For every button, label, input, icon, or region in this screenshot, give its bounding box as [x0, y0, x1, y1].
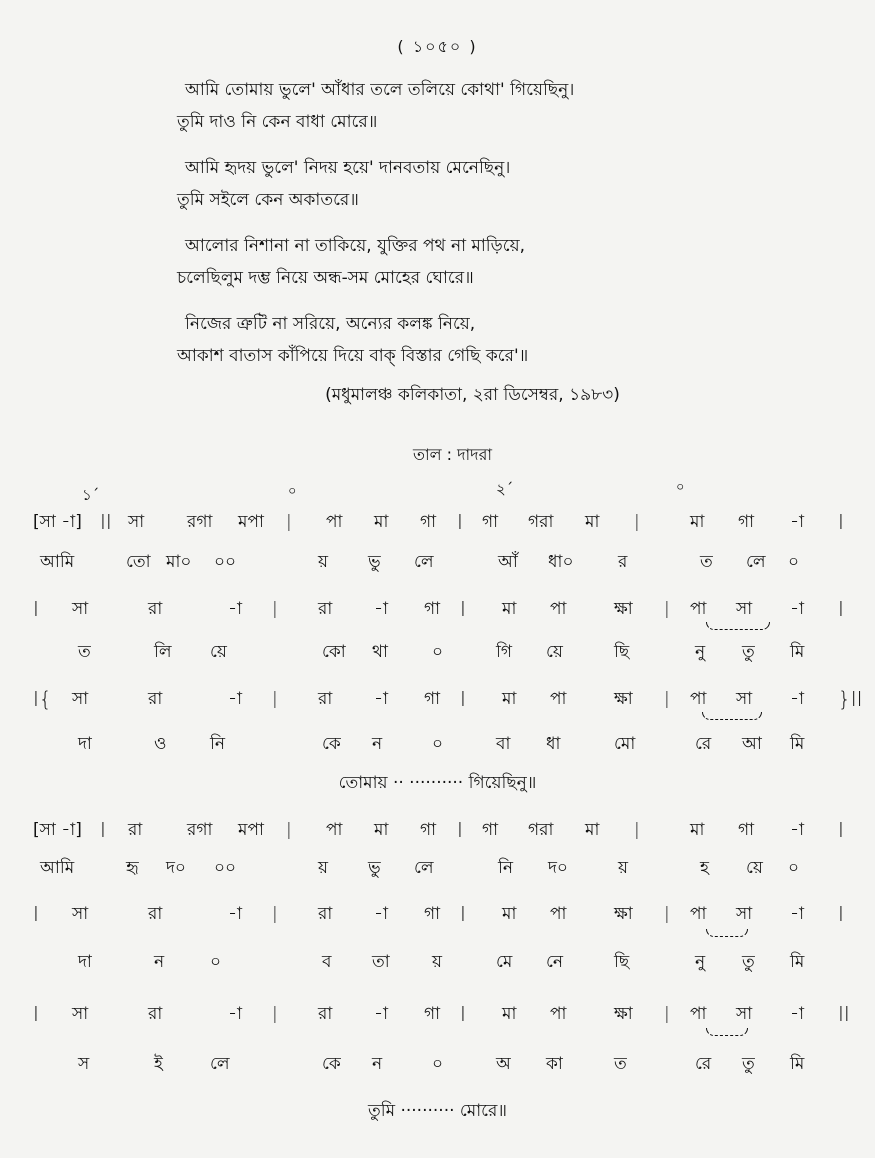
lyric-syllable: ন [154, 952, 165, 972]
lyric-syllable: স [78, 1054, 90, 1074]
swara-note: পা [690, 599, 707, 619]
swara-note: ক্ষা [614, 599, 633, 619]
bar-line: I [457, 818, 463, 842]
lyric-syllable: ত [78, 642, 91, 662]
lyric-syllable: কো [322, 642, 346, 662]
lyric-syllable: আমি [40, 858, 75, 878]
lyric-syllable: আঁ [498, 552, 518, 572]
slur-mark [706, 1028, 748, 1036]
lyric-syllable: দা [78, 952, 92, 972]
swara-note: মা [374, 512, 389, 532]
lyric-syllable-row [0, 1049, 875, 1079]
swara-note: -া [790, 599, 804, 619]
swara-note: মা [585, 820, 600, 840]
bar-line: | [664, 1004, 670, 1024]
lyric-syllable: ন [372, 1054, 383, 1074]
lyric-syllable: থা [372, 642, 388, 662]
bar-line: I [457, 510, 463, 534]
lyric-syllable: মি [790, 952, 805, 972]
bar-line: I [460, 687, 466, 711]
refrain-line: তোমায় ·· ·········· গিয়েছিনু॥ [338, 773, 537, 793]
lyric-syllable-row [0, 637, 875, 667]
lyric-syllable: লে [414, 858, 434, 878]
lyric-syllable: য় [318, 858, 329, 878]
lyric-syllable: র [618, 552, 628, 572]
swara-note: রা [318, 689, 333, 709]
bar-line: I [100, 818, 106, 842]
swara-note: সা [736, 1004, 753, 1024]
bar-line: | [272, 599, 278, 619]
swara-note: ক্ষা [614, 1004, 633, 1024]
lyric-syllable: কে [322, 1054, 341, 1074]
bar-line: I [838, 902, 844, 926]
swara-note: গা [420, 820, 437, 840]
swara-note: গা [424, 599, 441, 619]
swara-note: রা [148, 689, 163, 709]
lyric-syllable: আ [742, 734, 762, 754]
swara-note: গা [424, 1004, 441, 1024]
lyric-syllable: মা০ [166, 552, 192, 572]
lyric-syllable: ছি [614, 642, 630, 662]
lyric-syllable: নু [695, 642, 706, 662]
lyric-syllable: ০ [788, 552, 800, 572]
swara-row [0, 815, 875, 845]
swara-note: -া [374, 599, 388, 619]
beat-mark: ০ [288, 484, 297, 499]
lyric-line: নিজের ত্রুটি না সরিয়ে, অন্যের কলঙ্ক নিয়ে, [185, 314, 476, 334]
swara-row [0, 899, 875, 929]
swara-note: মা [502, 689, 517, 709]
swara-note: মা [502, 1004, 517, 1024]
swara-note: সা [72, 689, 89, 709]
lyric-syllable: ০০ [214, 858, 237, 878]
bar-line: | [272, 689, 278, 709]
stanza [0, 308, 875, 372]
lyric-syllable: মো [614, 734, 636, 754]
swara-note: -া [790, 512, 804, 532]
lyric-syllable-row [0, 547, 875, 577]
swara-note: -া [790, 904, 804, 924]
swara-note: পা [550, 904, 567, 924]
bar-line: II [100, 510, 112, 534]
lyric-syllable: লে [210, 1054, 230, 1074]
swara-note: গা [738, 512, 755, 532]
bar-line: | [664, 689, 670, 709]
lyric-syllable: ই [154, 1054, 163, 1074]
lyric-syllable-row [0, 947, 875, 977]
bar-line: I [460, 1002, 466, 1026]
lyric-syllable: নি [210, 734, 226, 754]
lyric-syllable: তো [126, 552, 151, 572]
lyric-syllable: আমি [40, 552, 75, 572]
swara-note: -া [374, 904, 388, 924]
swara-note: মা [585, 512, 600, 532]
lyric-syllable: দা [78, 734, 92, 754]
swara-note: পা [690, 689, 707, 709]
swara-note: পা [550, 689, 567, 709]
bar-line: I [460, 597, 466, 621]
lyric-syllable: ধা [546, 734, 561, 754]
swara-note: ক্ষা [614, 904, 633, 924]
lyric-syllable: ০ [432, 734, 444, 754]
composition-credit: (মধুমালঞ্চ কলিকাতা, ২রা ডিসেম্বর, ১৯৮৩) [325, 385, 620, 405]
swara-note: পা [550, 599, 567, 619]
swara-note: রা [128, 820, 143, 840]
swara-note: মপা [238, 512, 264, 532]
swara-note: -া [228, 599, 242, 619]
bar-line: I [838, 510, 844, 534]
swara-note: রা [148, 904, 163, 924]
lyric-syllable: ব [322, 952, 332, 972]
lyric-syllable: নে [546, 952, 564, 972]
swara-note: গা [482, 512, 499, 532]
swara-note: রগা [187, 512, 213, 532]
beat-mark: ২´ [496, 480, 514, 498]
slur-mark [706, 622, 770, 630]
lyric-syllable: য় [618, 858, 629, 878]
lyric-line: আমি তোমায় ভুলে' আঁধার তলে তলিয়ে কোথা' গিয়েছিনু। [185, 80, 575, 100]
lyric-syllable: দ০ [548, 858, 568, 878]
lyric-line: তুমি দাও নি কেন বাধা মোরে॥ [177, 112, 378, 132]
stanza [0, 230, 875, 294]
beat-mark: ০ [676, 480, 685, 495]
swara-note: রা [318, 1004, 333, 1024]
swara-note: গরা [528, 512, 554, 532]
lyric-syllable: হৃ [126, 858, 139, 878]
bar-line: | [286, 512, 292, 532]
swara-row [0, 684, 875, 714]
lyric-syllable: ধা০ [548, 552, 574, 572]
lyric-syllable: ও [154, 734, 167, 754]
swara-note: [সা -া] [33, 820, 82, 840]
swara-note: মা [690, 512, 705, 532]
swara-note: গা [482, 820, 499, 840]
lyric-syllable: লি [154, 642, 172, 662]
lyric-syllable: ০ [432, 1054, 444, 1074]
slur-mark [702, 712, 762, 720]
swara-row [0, 594, 875, 624]
swara-note: -া [374, 689, 388, 709]
lyric-syllable: গি [496, 642, 513, 662]
swara-note: গা [738, 820, 755, 840]
refrain-line: তুমি ·········· মোরে॥ [368, 1101, 507, 1121]
swara-note: -া [790, 820, 804, 840]
swara-note: সা [72, 904, 89, 924]
bar-line: I [33, 1002, 39, 1026]
swara-note: সা [736, 904, 753, 924]
swara-note: -া [228, 689, 242, 709]
swara-note: মা [374, 820, 389, 840]
lyric-syllable: লে [414, 552, 434, 572]
swara-row [0, 999, 875, 1029]
swara-note: পা [326, 820, 343, 840]
swara-note: রা [148, 599, 163, 619]
swara-note: পা [326, 512, 343, 532]
bar-line: I [33, 597, 39, 621]
swara-note: গা [424, 904, 441, 924]
lyric-syllable: য়ে [210, 642, 227, 662]
bar-line: | [272, 1004, 278, 1024]
swara-note: রা [318, 599, 333, 619]
lyric-syllable: ০ [210, 952, 222, 972]
lyric-line: আকাশ বাতাস কাঁপিয়ে দিয়ে বাক্‌ বিস্তার গেছি করে'॥ [177, 346, 529, 366]
lyric-syllable: ন [372, 734, 383, 754]
bar-line: }II [838, 687, 863, 711]
lyric-syllable: য়ে [546, 642, 563, 662]
lyric-line: আলোর নিশানা না তাকিয়ে, যুক্তির পথ না মাড়িয়ে, [185, 236, 526, 256]
swara-note: -া [374, 1004, 388, 1024]
swara-note: সা [736, 689, 753, 709]
lyric-line: চলেছিলুম দম্ভ নিয়ে অন্ধ-সম মোহের ঘোরে॥ [177, 268, 474, 288]
lyric-syllable: ভু [368, 552, 381, 572]
bar-line: | [272, 904, 278, 924]
lyric-syllable: য়ে [746, 858, 763, 878]
bar-line: I{ [33, 687, 52, 711]
lyric-syllable: কে [322, 734, 341, 754]
lyric-line: তুমি সইলে কেন অকাতরে॥ [177, 190, 359, 210]
swara-note: গরা [528, 820, 554, 840]
lyric-syllable: য় [318, 552, 329, 572]
lyric-syllable: ০ [432, 642, 444, 662]
lyric-syllable: য় [432, 952, 443, 972]
lyric-line: আমি হৃদয় ভুলে' নিদয় হয়ে' দানবতায় মেনেছিনু। [185, 158, 511, 178]
swara-note: রগা [187, 820, 213, 840]
beat-mark: ১´ [82, 486, 100, 504]
stanza [0, 74, 875, 138]
lyric-syllable: তু [742, 1054, 755, 1074]
bar-line: II [838, 1002, 850, 1026]
lyric-syllable: রে [695, 1054, 712, 1074]
bar-line: I [838, 597, 844, 621]
bar-line: | [634, 820, 640, 840]
swara-note: সা [72, 599, 89, 619]
lyric-syllable-row [0, 853, 875, 883]
song-lyrics [0, 74, 875, 386]
swara-note: -া [228, 1004, 242, 1024]
swara-note: ক্ষা [614, 689, 633, 709]
bar-line: I [460, 902, 466, 926]
lyric-syllable: মি [790, 734, 805, 754]
lyric-syllable: নি [498, 858, 514, 878]
lyric-syllable: ০ [788, 858, 800, 878]
bar-line: I [33, 902, 39, 926]
lyric-syllable-row [0, 729, 875, 759]
swara-note: পা [550, 1004, 567, 1024]
bar-line: I [838, 818, 844, 842]
swara-note: রা [148, 1004, 163, 1024]
swara-note: সা [736, 599, 753, 619]
lyric-syllable: হ [700, 858, 709, 878]
lyric-syllable: তু [742, 952, 755, 972]
lyric-syllable: ভু [368, 858, 381, 878]
lyric-syllable: কা [546, 1054, 563, 1074]
lyric-syllable: তু [742, 642, 755, 662]
swara-note: গা [420, 512, 437, 532]
swara-note: -া [790, 689, 804, 709]
lyric-syllable: বা [496, 734, 511, 754]
bar-line: | [664, 599, 670, 619]
page-number: ( ১০৫০ ) [397, 37, 478, 56]
swara-note: মপা [238, 820, 264, 840]
lyric-syllable: দ০ [166, 858, 186, 878]
swara-note: -া [790, 1004, 804, 1024]
slur-mark [706, 929, 748, 937]
bar-line: | [664, 904, 670, 924]
bar-line: | [286, 820, 292, 840]
swara-note: মা [502, 904, 517, 924]
bar-line: | [634, 512, 640, 532]
lyric-syllable: ত [700, 552, 713, 572]
swara-note: মা [690, 820, 705, 840]
swara-note: মা [502, 599, 517, 619]
lyric-syllable: লে [746, 552, 766, 572]
swara-note: পা [690, 1004, 707, 1024]
lyric-syllable: তা [372, 952, 390, 972]
stanza [0, 152, 875, 216]
lyric-syllable: নু [695, 952, 706, 972]
swara-note: -া [228, 904, 242, 924]
swara-note: সা [128, 512, 145, 532]
swara-note: গা [424, 689, 441, 709]
lyric-syllable: মি [790, 1054, 805, 1074]
lyric-syllable: ত [614, 1054, 627, 1074]
lyric-syllable: রে [695, 734, 712, 754]
lyric-syllable: ০০ [214, 552, 237, 572]
taal-heading: তাল : দাদরা [412, 445, 493, 464]
swara-note: সা [72, 1004, 89, 1024]
swara-note: [সা -া] [33, 512, 82, 532]
lyric-syllable: অ [496, 1054, 511, 1074]
swara-note: রা [318, 904, 333, 924]
lyric-syllable: মি [790, 642, 805, 662]
lyric-syllable: মে [496, 952, 513, 972]
lyric-syllable: ছি [614, 952, 630, 972]
swara-note: পা [690, 904, 707, 924]
swara-row [0, 507, 875, 537]
